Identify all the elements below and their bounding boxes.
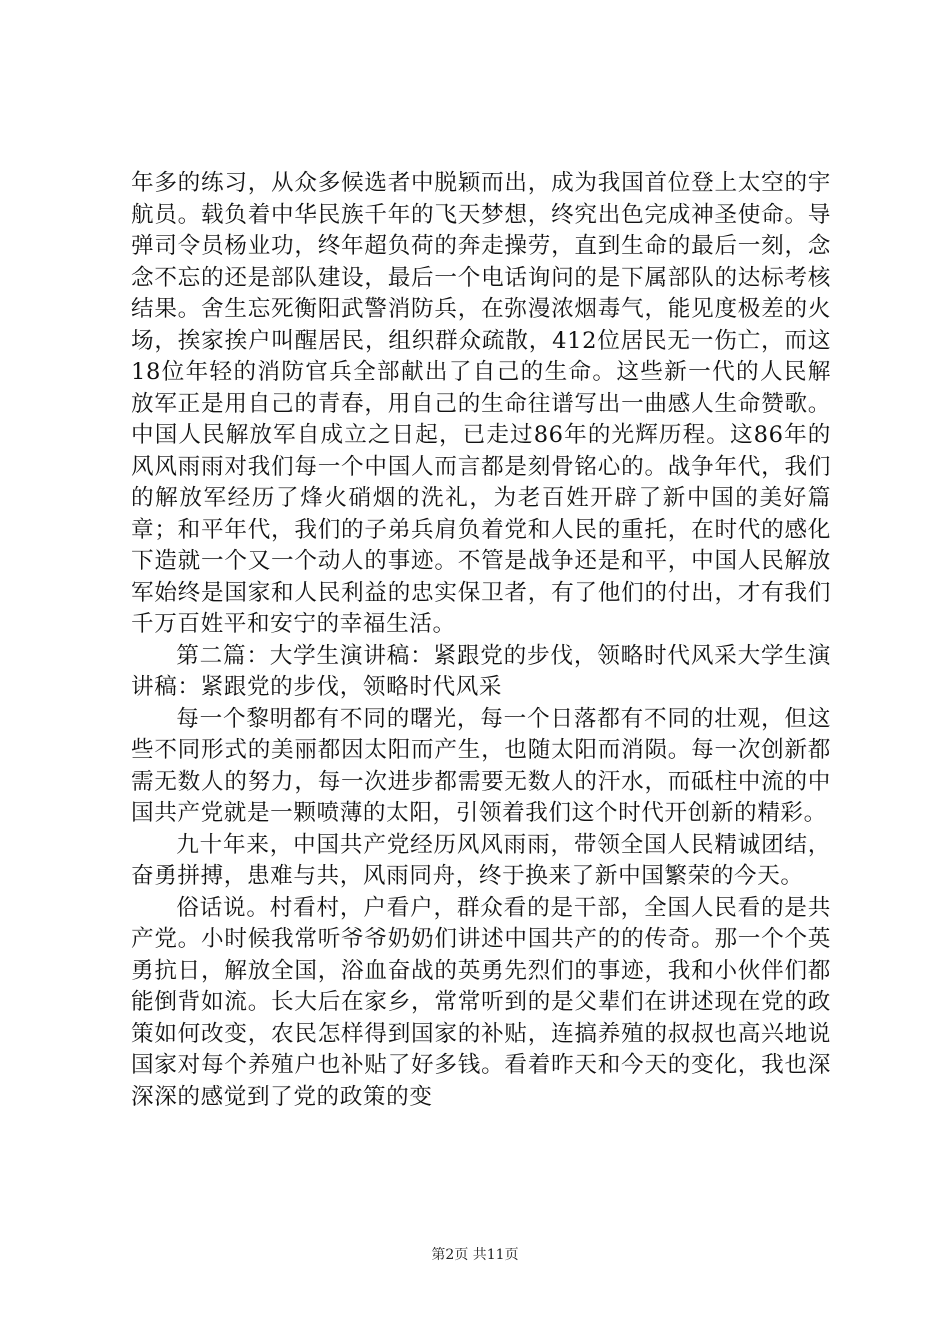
paragraph: 每一个黎明都有不同的曙光，每一个日落都有不同的壮观，但这些不同形式的美丽都因太阳而产生，也随太阳而消陨。每一次创新都需无数人的努力，每一次进步都需要无数人的汗水，而砥柱中流的中国共产党就是一颗喷薄的太阳，引领着我们这个时代开创新的精彩。 bbox=[131, 705, 831, 826]
document-body bbox=[131, 168, 831, 1113]
paragraph-continuation: 年多的练习，从众多候选者中脱颖而出，成为我国首位登上太空的宇航员。载负着中华民族千年的飞天梦想，终究出色完成神圣使命。导弹司令员杨业功，终年超负荷的奔走操劳，直到生命的最后一刻，念念不忘的还是部队建设，最后一个电话询问的是下属部队的达标考核结果。舍生忘死衡阳武警消防兵，在弥漫浓烟毒气，能见度极差的火场，挨家挨户叫醒居民，组织群众疏散，412位居民无一伤亡，而这18位年轻的消防官兵全部献出了自己的生命。这些新一代的人民解放军正是用自己的青春，用自己的生命往谱写出一曲感人生命赞歌。中国人民解放军自成立之日起，已走过86年的光辉历程。这86年的风风雨雨对我们每一个中国人而言都是刻骨铭心的。战争年代，我们的解放军经历了烽火硝烟的洗礼，为老百姓开辟了新中国的美好篇章；和平年代，我们的子弟兵肩负着党和人民的重托，在时代的感化下造就一个又一个动人的事迹。不管是战争还是和平，中国人民解放军始终是国家和人民利益的忠实保卫者，有了他们的付出，才有我们千万百姓平和安宁的幸福生活。 bbox=[131, 170, 831, 637]
section-heading: 第二篇：大学生演讲稿：紧跟党的步伐，领略时代风采大学生演讲稿：紧跟党的步伐，领略时代风采 bbox=[131, 642, 831, 700]
paragraph: 俗话说。村看村，户看户，群众看的是干部，全国人民看的是共产党。小时候我常听爷爷奶奶们讲述中国共产的的传奇。那一个个英勇抗日，解放全国，浴血奋战的英勇先烈们的事迹，我和小伙伴们都能倒背如流。长大后在家乡，常常听到的是父辈们在讲述现在党的政策如何改变，农民怎样得到国家的补贴，连搞养殖的叔叔也高兴地说国家对每个养殖户也补贴了好多钱。看着昨天和今天的变化，我也深深深的感觉到了党的政策的变 bbox=[131, 894, 831, 1110]
page-number-footer: 第2页 共11页 bbox=[431, 1247, 519, 1263]
paragraph: 九十年来，中国共产党经历风风雨雨，带领全国人民精诚团结，奋勇拼搏，患难与共，风雨同舟，终于换来了新中国繁荣的今天。 bbox=[131, 831, 831, 889]
